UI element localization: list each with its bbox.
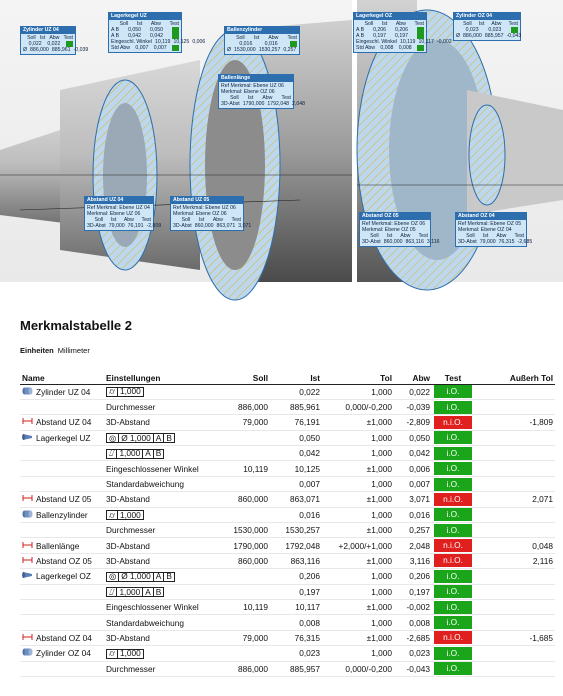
table-row[interactable] [20,615,555,630]
cell-name [20,415,104,430]
cone-icon [22,571,33,581]
cell-out-of-tol: -1,685 [474,630,555,645]
cell-soll [212,476,270,491]
fail-badge: n.i.O. [434,493,472,506]
cell-abw: 0,023 [394,646,432,661]
table-row[interactable] [20,430,555,445]
cell-test [432,599,474,614]
feature-name: Abstand UZ 04 [36,417,92,428]
cell-tol: ±1,000 [322,461,394,476]
cell-soll: 1530,000 [212,523,270,538]
col-header-soll[interactable]: Soll [212,373,270,384]
callout-ballenlaenge[interactable]: Ballenlänge Ref Merkmal: Ebene UZ 06 Merkmal: Ebene OZ 06 Soll Ist Abw Test 3D-Abst 1790,000 1792,048 2,048 [218,74,294,109]
cell-tol: 1,000 [322,476,394,491]
cell-name [20,523,104,538]
distance-icon [22,417,33,427]
fail-badge: n.i.O. [434,539,472,552]
cell-name [20,584,104,599]
cell-test [432,415,474,430]
cell-tol: ±1,000 [322,492,394,507]
cell-ist: 0,042 [270,446,322,461]
cell-ist: 76,191 [270,415,322,430]
cell-soll [212,446,270,461]
cell-abw: 0,050 [394,430,432,445]
cell-abw: 2,048 [394,538,432,553]
cylinder-icon [22,387,33,397]
frame-cell: A [154,434,165,443]
pass-badge: i.O. [434,508,472,521]
frame-cell: Ø 1,000 [119,434,154,443]
callout-lagerkegel-uz[interactable]: Lagerkegel UZ Soll Ist Abw Test A B 0,050 0,050 A B 0,042 0,042 Eingeschl. Winkel 10,119 10,125 0,006 Std Abw 0,007 0,007 [108,12,182,53]
cell-out-of-tol: 2,116 [474,553,555,568]
cell-soll: 1790,000 [212,538,270,553]
cell-settings: Durchmesser [104,399,212,414]
cell-test [432,569,474,584]
cell-soll [212,584,270,599]
table-row[interactable] [20,538,555,553]
frame-cell: 1,000 [119,386,141,397]
callout-lagerkegel-oz[interactable]: Lagerkegel OZ Soll Ist Abw Test A B 0,206 0,206 A B 0,197 0,197 Eingeschl. Winkel 10,119 10,117 -0,002 Std Abw 0,008 0,008 [353,12,427,53]
feature-name: Abstand UZ 05 [36,494,92,505]
cell-settings: 3D-Abstand [104,553,212,568]
cell-soll [212,646,270,661]
cell-soll [212,384,270,399]
cell-tol: ±1,000 [322,553,394,568]
cell-out-of-tol [474,523,555,538]
cell-ist: 1792,048 [270,538,322,553]
cell-abw: 0,257 [394,523,432,538]
cell-name [20,646,104,661]
cell-settings [104,584,212,599]
frame-cell: A [154,572,165,581]
cell-ist: 0,197 [270,584,322,599]
cell-tol: +2,000/+1,000 [322,538,394,553]
tolerance-frame [106,587,164,597]
cell-abw: -0,043 [394,661,432,676]
cell-name [20,569,104,584]
cell-settings: Durchmesser [104,523,212,538]
cell-out-of-tol [474,476,555,491]
cell-test [432,430,474,445]
cell-out-of-tol: 2,071 [474,492,555,507]
cell-test [432,476,474,491]
tolerance-frame [106,449,164,459]
cell-test [432,384,474,399]
cell-test [432,523,474,538]
col-header-name[interactable]: Name [20,373,104,384]
frame-cell: ⌭ [107,387,118,396]
cell-out-of-tol: -1,809 [474,415,555,430]
cell-settings [104,646,212,661]
cell-settings: 3D-Abstand [104,630,212,645]
cell-name [20,461,104,476]
cell-test [432,584,474,599]
cell-soll: 10,119 [212,599,270,614]
cell-out-of-tol [474,615,555,630]
frame-cell: ⌰ [107,449,117,458]
cell-soll: 860,000 [212,492,270,507]
cell-out-of-tol [474,446,555,461]
feature-table [20,373,555,677]
table-row[interactable] [20,476,555,491]
cell-soll [212,569,270,584]
table-row[interactable] [20,446,555,461]
cell-test [432,538,474,553]
frame-cell: ⌭ [107,511,118,520]
cell-test [432,507,474,522]
pass-indicator [172,45,179,51]
cell-settings: 3D-Abstand [104,415,212,430]
callout-abstand-oz05[interactable]: Abstand OZ 05 Ref Merkmal: Ebene OZ 06 Merkmal: Ebene OZ 05 Soll Ist Abw Test 3D-Abst 860,000 863,116 3,116 [359,212,431,247]
units-value: Millimeter [57,346,90,355]
pass-badge: i.O. [434,431,472,444]
cell-name [20,615,104,630]
col-header-settings[interactable]: Einstellungen [104,373,212,384]
cell-tol: 1,000 [322,384,394,399]
cell-tol: ±1,000 [322,523,394,538]
callout-abstand-uz04[interactable]: Abstand UZ 04 Ref Merkmal: Ebene UZ 04 Merkmal: Ebene UZ 06 Soll Ist Abw Test 3D-Abst 79,000 76,191 -2,809 [84,196,154,231]
cell-settings [104,384,212,399]
cell-settings [104,446,212,461]
feature-name: Abstand OZ 05 [36,555,92,566]
fail-badge: n.i.O. [434,554,472,567]
cell-abw: 3,116 [394,553,432,568]
cell-ist: 0,023 [270,646,322,661]
cell-settings: 3D-Abstand [104,538,212,553]
cell-test [432,492,474,507]
cell-ist: 885,961 [270,399,322,414]
feature-name: Lagerkegel UZ [36,432,91,443]
pass-badge: i.O. [434,585,472,598]
cell-soll [212,430,270,445]
cell-ist: 0,050 [270,430,322,445]
cell-settings [104,507,212,522]
cell-tol: ±1,000 [322,599,394,614]
cell-soll: 79,000 [212,630,270,645]
cell-tol: 1,000 [322,615,394,630]
pass-badge: i.O. [434,570,472,583]
cell-out-of-tol [474,599,555,614]
cell-test [432,646,474,661]
cell-ist: 0,008 [270,615,322,630]
cell-soll: 860,000 [212,553,270,568]
cell-ist: 0,022 [270,384,322,399]
tolerance-frame [106,510,144,520]
cell-tol: 1,000 [322,584,394,599]
callout-zylinder-uz04[interactable]: Zylinder UZ 04 Soll Ist Abw Test 0,022 0,022 Ø 886,000 885,961 -0,039 [20,26,76,55]
cell-out-of-tol [474,399,555,414]
cell-name [20,599,104,614]
cell-soll: 886,000 [212,661,270,676]
callout-ballenzylinder[interactable]: Ballenzylinder Soll Ist Abw Test 0,016 0,016 Ø 1530,000 1530,257 0,257 [224,26,300,55]
3d-view-upper-roll[interactable] [357,0,563,282]
pass-badge: i.O. [434,662,472,675]
cell-out-of-tol [474,461,555,476]
cell-abw: -2,809 [394,415,432,430]
cell-name [20,399,104,414]
cell-abw: 0,022 [394,384,432,399]
frame-cell: 1,000 [119,509,141,520]
tolerance-frame [106,433,175,443]
cell-name [20,384,104,399]
cone-icon [22,433,33,443]
frame-cell: ⌰ [107,588,117,597]
table-row[interactable] [20,492,555,507]
cell-soll [212,615,270,630]
frame-cell: Ø 1,000 [119,572,154,581]
feature-name: Lagerkegel OZ [36,571,91,582]
cell-ist: 863,071 [270,492,322,507]
tolerance-frame [106,387,144,397]
col-header-tol[interactable]: Tol [322,373,394,384]
cell-test [432,461,474,476]
cell-test [432,553,474,568]
pass-badge: i.O. [434,385,472,398]
table-row[interactable] [20,646,555,661]
cell-abw: 0,008 [394,615,432,630]
table-row[interactable] [20,661,555,676]
cell-abw: 0,206 [394,569,432,584]
distance-icon [22,541,33,551]
cell-ist: 76,315 [270,630,322,645]
cell-abw: -2,685 [394,630,432,645]
pass-badge: i.O. [434,478,472,491]
cell-name [20,538,104,553]
feature-name: Abstand OZ 04 [36,632,92,643]
cell-out-of-tol [474,661,555,676]
cell-test [432,399,474,414]
cell-abw: 0,042 [394,446,432,461]
cell-name [20,661,104,676]
cell-name [20,492,104,507]
frame-cell: ◎ [107,434,119,443]
cell-settings [104,430,212,445]
cell-ist: 1530,257 [270,523,322,538]
feature-name: Zylinder OZ 04 [36,648,91,659]
cell-out-of-tol: 0,048 [474,538,555,553]
pass-badge: i.O. [434,447,472,460]
frame-cell: 1,000 [117,588,143,597]
cell-out-of-tol [474,384,555,399]
pass-badge: i.O. [434,616,472,629]
cell-test [432,630,474,645]
cell-name [20,446,104,461]
table-header-row [20,373,555,384]
cell-abw: 0,197 [394,584,432,599]
frame-cell: B [166,571,172,582]
table-row[interactable] [20,523,555,538]
distance-icon [22,556,33,566]
cylinder-icon [22,648,33,658]
col-header-ist[interactable]: Ist [270,373,322,384]
col-header-out-of-tol[interactable]: Außerh Tol [474,373,555,384]
frame-cell: B [155,448,162,458]
table-row[interactable] [20,553,555,568]
feature-name: Zylinder UZ 04 [36,386,91,397]
cell-name [20,430,104,445]
col-header-test[interactable]: Test [432,373,474,384]
cell-soll: 886,000 [212,399,270,414]
table-row[interactable] [20,507,555,522]
frame-cell: 1,000 [117,449,143,458]
table-row[interactable] [20,599,555,614]
cell-out-of-tol [474,569,555,584]
cell-ist: 0,007 [270,476,322,491]
tolerance-frame [106,572,175,582]
distance-icon [22,494,33,504]
table-row[interactable] [20,415,555,430]
table-row[interactable] [20,384,555,399]
cell-abw: -0,002 [394,599,432,614]
table-row[interactable] [20,461,555,476]
callout-abstand-oz04[interactable]: Abstand OZ 04 Ref Merkmal: Ebene OZ 05 Merkmal: Ebene OZ 04 Soll Ist Abw Test 3D-Abst 79,000 76,315 -2,685 [455,212,527,247]
cell-out-of-tol [474,507,555,522]
cell-ist: 10,125 [270,461,322,476]
cell-ist: 885,957 [270,661,322,676]
cell-settings: Durchmesser [104,661,212,676]
tolerance-frame [106,649,144,659]
callout-abstand-uz05[interactable]: Abstand UZ 05 Ref Merkmal: Ebene UZ 06 Merkmal: Ebene OZ 06 Soll Ist Abw Test 3D-Abst 860,000 863,071 3,071 [170,196,244,231]
cell-ist: 0,016 [270,507,322,522]
cell-settings: 3D-Abstand [104,492,212,507]
frame-cell: A [143,588,154,597]
cell-name [20,630,104,645]
cell-settings: Eingeschlossener Winkel [104,461,212,476]
fail-badge: n.i.O. [434,416,472,429]
cell-ist: 863,116 [270,553,322,568]
cell-out-of-tol [474,430,555,445]
frame-cell: ⌭ [107,649,118,658]
units-label: Einheiten [20,346,54,355]
fail-badge: n.i.O. [434,631,472,644]
feature-name: Ballenlänge [36,540,80,551]
col-header-abw[interactable]: Abw [394,373,432,384]
feature-name: Ballenzylinder [36,509,88,520]
cell-name [20,507,104,522]
table-row[interactable] [20,399,555,414]
cell-tol: 0,000/-0,200 [322,399,394,414]
cell-test [432,615,474,630]
cell-soll: 10,119 [212,461,270,476]
callout-zylinder-oz04[interactable]: Zylinder OZ 04 Soll Ist Abw Test 0,023 0,023 Ø 886,000 885,957 -0,043 [453,12,521,41]
report-title: Merkmalstabelle 2 [20,318,133,333]
pass-badge: i.O. [434,647,472,660]
pass-badge: i.O. [434,524,472,537]
cell-test [432,446,474,461]
pass-badge: i.O. [434,601,472,614]
frame-cell: A [143,449,154,458]
frame-cell: B [155,586,162,597]
cell-tol: 0,000/-0,200 [322,661,394,676]
cell-abw: -0,039 [394,399,432,414]
cell-abw: 0,016 [394,507,432,522]
cell-tol: ±1,000 [322,630,394,645]
table-row[interactable] [20,630,555,645]
cell-tol: 1,000 [322,646,394,661]
cell-tol: 1,000 [322,446,394,461]
frame-cell: 1,000 [119,648,141,659]
pass-badge: i.O. [434,462,472,475]
cell-ist: 10,117 [270,599,322,614]
cylinder-icon [22,510,33,520]
3d-view-lower-roll[interactable] [0,0,352,282]
cell-tol: 1,000 [322,507,394,522]
cell-abw: 3,071 [394,492,432,507]
cell-abw: 0,006 [394,461,432,476]
cell-tol: 1,000 [322,569,394,584]
cell-settings [104,569,212,584]
distance-icon [22,633,33,643]
pass-badge: i.O. [434,401,472,414]
cell-out-of-tol [474,584,555,599]
units-line [20,346,90,355]
frame-cell: ◎ [107,572,119,581]
cell-tol: ±1,000 [322,415,394,430]
cell-soll [212,507,270,522]
cell-settings: Standardabweichung [104,476,212,491]
cell-settings: Standardabweichung [104,615,212,630]
cell-out-of-tol [474,646,555,661]
cell-abw: 0,007 [394,476,432,491]
cell-test [432,661,474,676]
table-row[interactable] [20,569,555,584]
cell-name [20,553,104,568]
table-row[interactable] [20,584,555,599]
cell-tol: 1,000 [322,430,394,445]
cell-settings: Eingeschlossener Winkel [104,599,212,614]
cell-soll: 79,000 [212,415,270,430]
frame-cell: B [166,432,172,443]
cell-ist: 0,206 [270,569,322,584]
cell-name [20,476,104,491]
